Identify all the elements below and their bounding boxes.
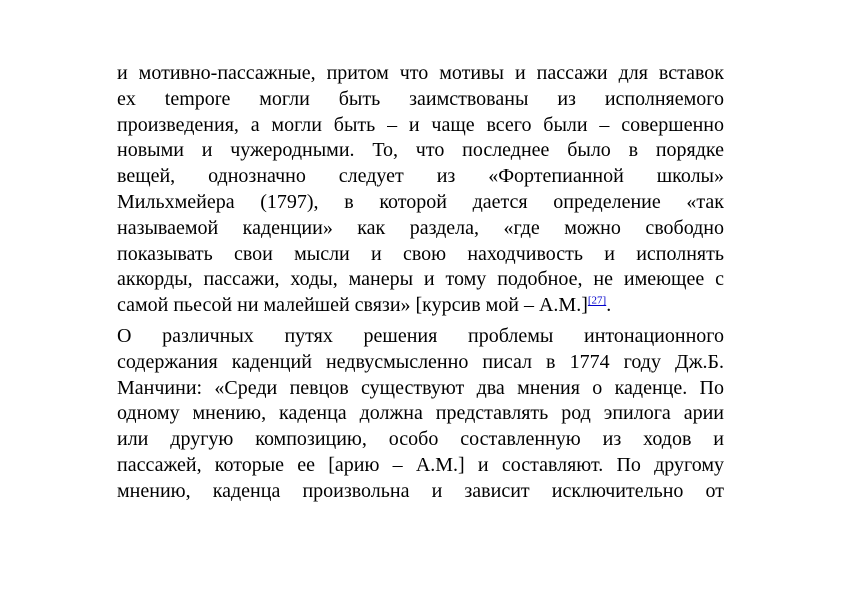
text-line: ex tempore могли быть заимствованы из исполняемого [117, 87, 724, 110]
text-line: вещей, однозначно следует из «Фортепианной школы» [117, 165, 724, 188]
text-line: произведения, а могли быть – и чаще всего были – совершенно [117, 113, 724, 136]
text-line: О различных путях решения проблемы интонационного [117, 324, 724, 347]
text-line: называемой каденции» как раздела, «где можно свободно [117, 216, 724, 239]
footnote-link[interactable]: [27] [587, 294, 607, 307]
text-line: мнению, каденца произвольна и зависит исключительно от [117, 479, 724, 502]
text-line: пассажей, которые ее [арию – А.М.] и составляют. По другому [117, 453, 724, 476]
text-line: одному мнению, каденца должна представлять род эпилога арии [117, 402, 724, 425]
text-line: Мильхмейера (1797), в которой дается определение «так [117, 190, 724, 213]
text-line-last [117, 293, 724, 319]
paragraph-1 [117, 61, 724, 319]
text-line: новыми и чужеродными. То, что последнее было в порядке [117, 139, 724, 162]
text-segment: самой пьесой ни малейшей связи» [курсив мой – А.М.] [117, 294, 588, 317]
paragraph-2 [117, 324, 724, 505]
text-line: показывать свои мысли и свою находчивость и исполнять [117, 242, 724, 265]
text-line: Манчини: «Среди певцов существуют два мнения о каденце. По [117, 376, 724, 399]
text-line: содержания каденций недвусмысленно писал в 1774 году Дж.Б. [117, 350, 724, 373]
text-line: аккорды, пассажи, ходы, манеры и тому подобное, не имеющее с [117, 268, 724, 291]
document-page [117, 61, 724, 505]
text-line: и мотивно-пассажные, притом что мотивы и пассажи для вставок [117, 62, 724, 84]
text-segment: . [606, 294, 612, 317]
text-line: или другую композицию, особо составленную из ходов и [117, 428, 724, 451]
